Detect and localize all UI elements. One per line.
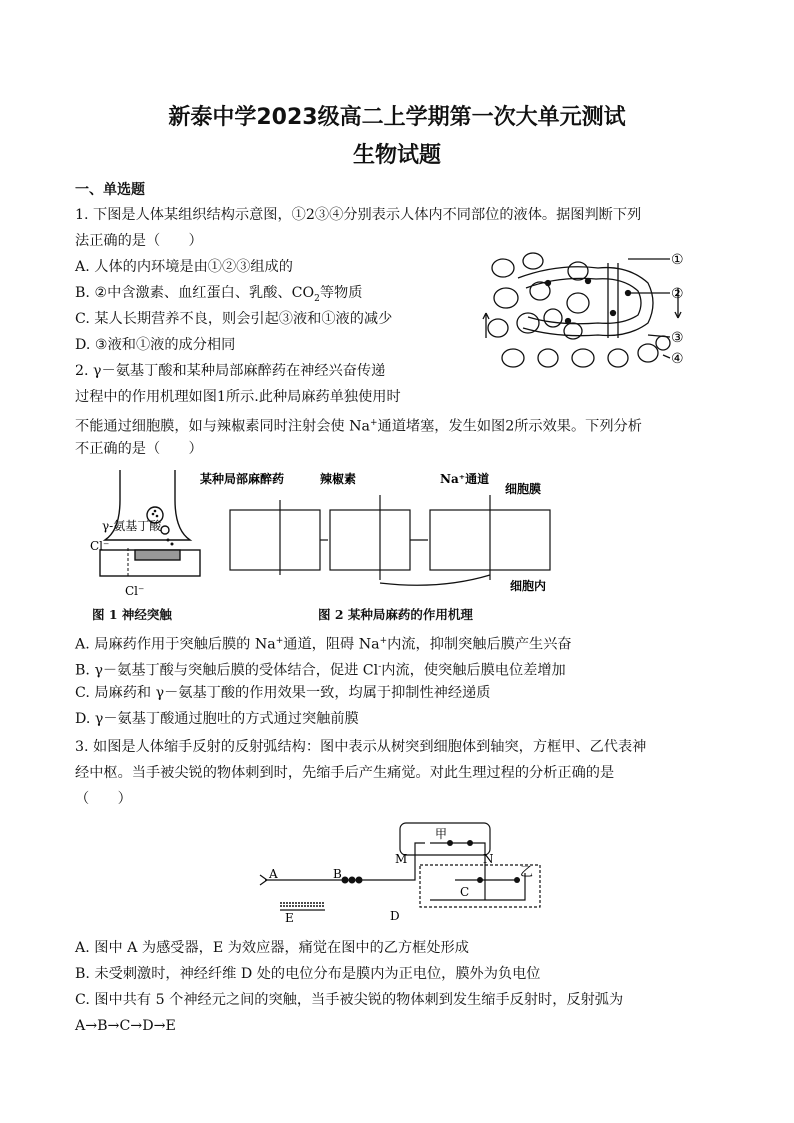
na-channel-label: Na⁺通道 [440, 472, 490, 486]
fig1-caption: 图 1 神经突触 [92, 607, 172, 622]
fig2-caption: 图 2 某种局麻药的作用机理 [318, 607, 473, 622]
label-1: ① [671, 252, 684, 268]
q1-option-b: B. ②中含激素、血红蛋白、乳酸、$CO_2$等物质 [75, 285, 363, 304]
q3-stem-line3: （ ） [75, 791, 132, 807]
capsaicin-label: 辣椒素 [320, 472, 357, 486]
label-M: M [395, 852, 408, 866]
q2-option-b: B. γ－氨基丁酸与突触后膜的受体结合，促进 Cl-内流，使突触后膜电位差增加 [75, 662, 566, 679]
q1-tissue-diagram [478, 243, 698, 378]
q3-option-c-line1: C. 图中共有 5 个神经元之间的突触，当手被尖锐的物体刺到发生缩手反射时，反射弧为 [75, 992, 624, 1008]
label-B: B [333, 867, 342, 881]
cl-label-2: Cl⁻ [125, 584, 145, 598]
label-D: D [390, 909, 400, 923]
q2-fig2-mechanism [200, 465, 580, 600]
q3-option-a: A. 图中 A 为感受器，E 为效应器，痛觉在图中的乙方框处形成 [75, 940, 469, 956]
section-heading: 一、单选题 [75, 182, 145, 198]
q2-option-a: A. 局麻药作用于突触后膜的 Na+通道，阻碍 Na+内流，抑制突触后膜产生兴奋 [75, 636, 572, 653]
anesthetic-label: 某种局部麻醉药 [200, 472, 285, 486]
label-3: ③ [671, 330, 684, 346]
q1-stem-line2: 法正确的是（ ） [75, 233, 203, 249]
inside-label: 细胞内 [510, 579, 547, 593]
q2-stem-line3: 不能通过细胞膜，如与辣椒素同时注射会使 Na+通道堵塞，发生如图2所示效果。下列分析 [75, 418, 642, 435]
q3-stem-line2: 经中枢。当手被尖锐的物体刺到时，先缩手后产生痛觉。对此生理过程的分析正确的是 [75, 765, 615, 781]
q1-option-c: C. 某人长期营养不良，则会引起③液和①液的减少 [75, 311, 393, 327]
q2-fig1-synapse [80, 470, 220, 600]
label-4: ④ [671, 351, 684, 367]
label-E: E [285, 911, 294, 925]
label-N: N [483, 852, 494, 866]
gaba-label: γ-氨基丁酸 [102, 519, 162, 533]
label-A: A [269, 867, 278, 881]
exam-title: 新泰中学2023级高二上学期第一次大单元测试 [168, 105, 626, 130]
q2-stem-line1: 2. γ－氨基丁酸和某种局部麻醉药在神经兴奋传递 [75, 363, 386, 379]
q3-option-c-line2: A→B→C→D→E [75, 1018, 176, 1034]
q3-option-b: B. 未受刺激时，神经纤维 D 处的电位分布是膜内为正电位，膜外为负电位 [75, 966, 541, 982]
label-yi: 乙 [520, 865, 534, 880]
q1-option-d: D. ③液和①液的成分相同 [75, 337, 236, 353]
q2-option-c: C. 局麻药和 γ－氨基丁酸的作用效果一致，均属于抑制性神经递质 [75, 685, 491, 701]
q2-stem-line4: 不正确的是（ ） [75, 441, 203, 457]
q3-reflex-arc-diagram [255, 818, 550, 928]
membrane-label: 细胞膜 [505, 482, 542, 496]
q2-stem-line2: 过程中的作用机理如图1所示.此种局麻药单独使用时 [75, 389, 401, 405]
label-C: C [460, 885, 470, 899]
label-jia: 甲 [435, 827, 448, 841]
cl-label-1: Cl⁻ [90, 539, 110, 553]
q1-stem-line1: 1. 下图是人体某组织结构示意图，①2③④分别表示人体内不同部位的液体。据图判断下列 [75, 207, 642, 223]
q1-option-a: A. 人体的内环境是由①②③组成的 [75, 259, 293, 275]
q2-option-d: D. γ－氨基丁酸通过胞吐的方式通过突触前膜 [75, 711, 359, 727]
q3-stem-line1: 3. 如图是人体缩手反射的反射弧结构：图中表示从树突到细胞体到轴突，方框甲、乙代表神 [75, 739, 647, 755]
label-2: ② [671, 286, 684, 302]
exam-subtitle: 生物试题 [352, 143, 441, 168]
